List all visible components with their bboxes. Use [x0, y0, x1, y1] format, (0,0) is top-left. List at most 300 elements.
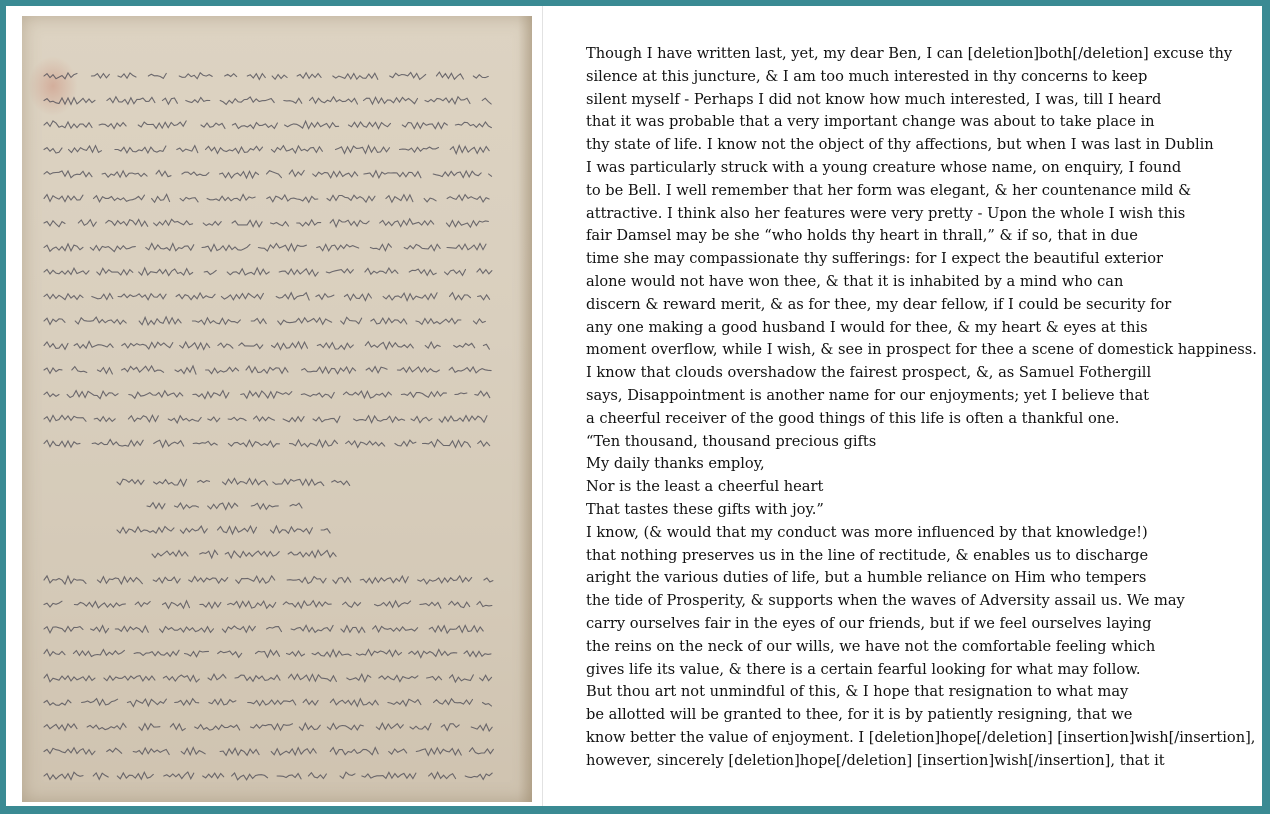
handwriting-word-stroke — [44, 318, 65, 324]
handwriting-word-stroke — [357, 649, 402, 656]
handwriting-word-stroke — [182, 172, 209, 175]
handwriting-word-stroke — [208, 417, 220, 422]
handwriting-word-stroke — [247, 74, 265, 80]
handwriting-word-stroke — [90, 246, 135, 252]
handwriting-word-stroke — [439, 416, 487, 423]
handwriting-word-stroke — [333, 577, 351, 583]
handwriting-word-stroke — [416, 318, 461, 324]
handwriting-word-stroke — [273, 479, 324, 485]
handwriting-word-stroke — [388, 699, 421, 706]
handwriting-word-stroke — [397, 367, 439, 372]
handwriting-word-stroke — [248, 700, 296, 706]
handwriting-word-stroke — [156, 170, 171, 176]
transcription-line: But thou art not unmindful of this, & I hope that resignation to what may — [586, 683, 1129, 701]
handwriting-word-stroke — [44, 98, 95, 105]
handwriting-word-stroke — [450, 293, 471, 300]
handwriting-word-stroke — [128, 415, 158, 422]
transcription-line: fair Damsel may be she “who holds thy heart in thrall,” & if so, that in due — [586, 227, 1138, 245]
transcription-line: discern & reward merit, & as for thee, my dear fellow, if I could be security for — [586, 295, 1172, 313]
handwriting-word-stroke — [299, 723, 320, 730]
handwriting-word-stroke — [200, 550, 218, 558]
handwriting-word-stroke — [82, 699, 118, 706]
handwriting-word-stroke — [147, 503, 165, 509]
handwriting-word-stroke — [420, 602, 441, 608]
handwriting-word-stroke — [235, 675, 280, 681]
handwriting-word-stroke — [469, 748, 493, 754]
transcription-line: any one making a good husband I would for thee, & my heart & eyes at this — [586, 318, 1148, 336]
handwriting-word-stroke — [313, 416, 340, 422]
handwriting-word-stroke — [94, 195, 145, 202]
handwriting-word-stroke — [75, 317, 126, 324]
handwriting-word-stroke — [87, 723, 126, 729]
handwriting-word-stroke — [218, 343, 233, 348]
transcription-line: that nothing preserves us in the line of rectitude, & enables us to discharge — [586, 546, 1149, 564]
handwriting-word-stroke — [162, 98, 177, 104]
handwriting-word-stroke — [380, 219, 434, 227]
handwriting-word-stroke — [343, 391, 391, 398]
handwriting-word-stroke — [429, 772, 456, 778]
handwriting-word-stroke — [44, 195, 83, 202]
handwriting-word-stroke — [192, 318, 240, 325]
handwriting-word-stroke — [152, 194, 170, 202]
handwriting-word-stroke — [416, 748, 461, 755]
handwriting-word-stroke — [170, 724, 185, 731]
handwriting-word-stroke — [97, 268, 133, 275]
handwriting-word-stroke — [134, 650, 179, 656]
handwriting-word-stroke — [185, 651, 209, 657]
handwriting-word-stroke — [180, 526, 207, 533]
handwriting-word-stroke — [446, 221, 488, 228]
handwriting-word-stroke — [418, 576, 472, 584]
handwriting-word-stroke — [297, 220, 321, 226]
handwriting-word-stroke — [180, 197, 198, 202]
handwriting-word-stroke — [93, 773, 108, 779]
handwriting-word-stroke — [44, 674, 95, 681]
handwriting-word-stroke — [336, 146, 390, 154]
handwriting-word-stroke — [445, 270, 466, 276]
transcription-line: to be Bell. I well remember that her form was elegant, & her countenance mild & — [586, 181, 1192, 199]
handwriting-word-stroke — [228, 601, 276, 608]
handwriting-word-stroke — [97, 577, 142, 584]
handwriting-word-stroke — [256, 650, 280, 657]
handwriting-word-stroke — [236, 576, 275, 583]
handwriting-word-stroke — [441, 724, 459, 731]
handwriting-word-stroke — [117, 479, 144, 485]
handwriting-word-stroke — [200, 602, 221, 608]
transcription-line: silence at this juncture, & I am too much interested in thy concerns to keep — [586, 67, 1148, 85]
handwriting-word-stroke — [154, 440, 184, 447]
handwriting-word-stroke — [424, 198, 436, 202]
handwriting-word-stroke — [180, 342, 210, 350]
handwriting-word-stroke — [181, 748, 205, 755]
handwriting-word-stroke — [44, 724, 77, 731]
handwriting-word-stroke — [464, 651, 491, 657]
handwriting-word-stroke — [153, 577, 180, 583]
transcription-line: My daily thanks employ, — [586, 455, 765, 473]
handwriting-word-stroke — [163, 675, 199, 682]
handwriting-word-stroke — [203, 773, 224, 778]
handwriting-word-stroke — [254, 416, 275, 421]
handwriting-word-stroke — [232, 123, 277, 129]
handwriting-word-stroke — [152, 551, 188, 558]
handwriting-word-stroke — [44, 772, 83, 779]
transcription-line: alone would not have won thee, & that it is inhabited by a mind who can — [586, 272, 1124, 290]
handwriting-word-stroke — [258, 244, 306, 252]
handwriting-word-stroke — [288, 674, 336, 681]
handwriting-word-stroke — [44, 268, 89, 274]
transcription-text — [586, 43, 1258, 773]
handwriting-word-stroke — [222, 626, 255, 632]
handwriting-word-stroke — [409, 269, 436, 275]
handwriting-word-stroke — [450, 146, 489, 154]
handwriting-word-stroke — [277, 774, 301, 779]
handwriting-word-stroke — [122, 366, 164, 372]
handwriting-word-stroke — [395, 440, 416, 446]
handwriting-word-stroke — [177, 146, 198, 153]
handwriting-word-stroke — [44, 700, 71, 705]
handwriting-word-stroke — [221, 293, 263, 300]
handwriting-word-stroke — [317, 244, 359, 250]
handwriting-word-stroke — [455, 393, 467, 395]
handwriting-word-stroke — [429, 625, 483, 633]
handwriting-word-stroke — [401, 392, 446, 398]
handwriting-word-stroke — [449, 601, 470, 607]
transcription-line: Though I have written last, yet, my dear Ben, I can [deletion]both[/deletion] excuse thy — [586, 45, 1233, 62]
transcription-line: attractive. I think also her features were very pretty - Upon the whole I wish this — [586, 204, 1186, 222]
handwriting-word-stroke — [139, 268, 193, 276]
handwriting-word-stroke — [365, 268, 398, 274]
handwriting-word-stroke — [278, 318, 332, 325]
handwriting-word-stroke — [482, 98, 491, 104]
handwriting-word-stroke — [203, 222, 221, 226]
transcription-line: the reins on the neck of our wills, we have not the comfortable feeling which — [586, 637, 1156, 655]
handwriting-word-stroke — [327, 195, 375, 202]
handwriting-word-stroke — [449, 367, 491, 373]
handwriting-word-stroke — [115, 146, 166, 153]
handwriting-word-stroke — [251, 503, 278, 509]
handwriting-word-stroke — [104, 676, 155, 681]
handwriting-word-stroke — [478, 295, 490, 300]
handwriting-word-stroke — [471, 724, 492, 731]
handwriting-word-stroke — [449, 675, 473, 682]
handwriting-word-stroke — [207, 195, 255, 201]
handwriting-word-stroke — [287, 651, 305, 656]
handwriting-word-stroke — [411, 417, 432, 423]
handwriting-word-stroke — [376, 723, 403, 729]
handwriting-word-stroke — [168, 416, 201, 423]
handwriting-word-stroke — [316, 294, 334, 300]
transcription-line: silent myself - Perhaps I did not know how much interested, I was, till I heard — [586, 90, 1162, 108]
handwriting-word-stroke — [146, 243, 194, 250]
handwriting-word-stroke — [91, 74, 109, 78]
handwriting-word-stroke — [473, 75, 488, 78]
handwriting-word-stroke — [201, 123, 225, 128]
handwriting-word-stroke — [303, 699, 318, 705]
handwriting-word-stroke — [189, 576, 228, 583]
handwriting-word-stroke — [122, 342, 173, 349]
transcription-line: that it was probable that a very important change was about to take place in — [586, 113, 1155, 131]
handwriting-word-stroke — [349, 122, 391, 129]
handwriting-word-stroke — [447, 244, 486, 250]
handwriting-word-stroke — [154, 479, 187, 486]
handwriting-word-stroke — [362, 772, 416, 778]
handwriting-word-stroke — [434, 699, 473, 705]
handwriting-word-stroke — [276, 293, 309, 300]
handwriting-word-stroke — [284, 98, 302, 103]
handwriting-word-stroke — [44, 576, 86, 584]
transcription-line: “Ten thousand, thousand precious gifts — [586, 432, 877, 450]
handwriting-word-stroke — [340, 772, 355, 778]
handwriting-word-stroke — [267, 627, 282, 632]
handwriting-word-stroke — [73, 650, 124, 657]
handwriting-word-stroke — [176, 293, 215, 300]
handwriting-word-stroke — [404, 244, 440, 250]
handwriting-word-stroke — [313, 171, 358, 177]
handwriting-word-stroke — [347, 674, 371, 681]
handwriting-word-stroke — [246, 366, 288, 373]
handwriting-word-stroke — [290, 503, 302, 508]
handwriting-word-stroke — [271, 222, 289, 226]
handwriting-word-stroke — [44, 73, 77, 79]
handwriting-word-stroke — [297, 73, 321, 79]
handwriting-word-stroke — [228, 440, 279, 447]
transcription-line: I know that clouds overshadow the fairest prospect, &, as Samuel Fothergill — [586, 364, 1152, 382]
handwriting-word-stroke — [360, 576, 408, 583]
transcription-line: I was particularly struck with a young creature whose name, on enquiry, I found — [586, 158, 1182, 176]
handwriting-word-stroke — [302, 367, 356, 374]
handwriting-word-stroke — [232, 773, 268, 780]
handwriting-word-stroke — [383, 293, 437, 301]
handwriting-word-stroke — [251, 319, 266, 324]
handwriting-word-stroke — [232, 220, 262, 227]
handwriting-word-stroke — [117, 772, 153, 779]
handwriting-word-stroke — [389, 749, 407, 754]
handwriting-word-stroke — [454, 343, 475, 348]
handwriting-word-stroke — [317, 343, 353, 350]
handwriting-word-stroke — [227, 268, 269, 275]
handwriting-word-stroke — [225, 551, 279, 558]
transcription-line: however, sincerely [deletion]hope[/deletion] [insertion]wish[/insertion], that it — [586, 751, 1165, 769]
handwriting-word-stroke — [447, 195, 489, 202]
handwriting-word-stroke — [371, 318, 407, 324]
handwriting-word-stroke — [330, 748, 378, 755]
handwriting-word-stroke — [107, 97, 155, 104]
handwriting-word-stroke — [400, 147, 439, 152]
transcription-line: gives life its value, & there is a certain fearful looking for what may follow. — [586, 660, 1141, 678]
handwriting-word-stroke — [220, 171, 259, 178]
handwriting-word-stroke — [67, 391, 118, 399]
handwriting-word-stroke — [133, 748, 169, 755]
handwriting-word-stroke — [198, 480, 210, 482]
handwriting-word-stroke — [346, 441, 385, 448]
handwriting-word-stroke — [267, 195, 318, 202]
handwriting-word-stroke — [370, 244, 391, 251]
handwriting-word-stroke — [92, 440, 143, 447]
handwriting-word-stroke — [341, 626, 365, 633]
handwriting-word-stroke — [102, 171, 147, 177]
handwriting-word-stroke — [208, 674, 226, 680]
handwriting-word-stroke — [373, 626, 418, 632]
document-frame — [6, 6, 1262, 806]
handwriting-word-stroke — [44, 440, 80, 447]
handwriting-word-stroke — [94, 417, 115, 422]
handwriting-word-stroke — [271, 146, 322, 153]
handwriting-word-stroke — [354, 416, 405, 423]
transcription-line: I know, (& would that my conduct was more influenced by that knowledge!) — [586, 523, 1148, 541]
transcription-line: That tastes these gifts with joy.” — [586, 500, 824, 518]
handwriting-word-stroke — [44, 415, 86, 421]
handwriting-word-stroke — [206, 146, 263, 153]
handwriting-word-stroke — [164, 772, 194, 779]
handwriting-word-stroke — [425, 342, 440, 348]
handwriting-word-stroke — [193, 391, 229, 399]
handwriting-word-stroke — [44, 649, 65, 655]
handwriting-word-stroke — [92, 294, 113, 300]
handwriting-word-stroke — [379, 675, 418, 681]
handwriting-word-stroke — [290, 440, 338, 447]
handwriting-word-stroke — [44, 342, 68, 349]
handwriting-word-stroke — [478, 441, 490, 446]
handwriting-word-stroke — [241, 391, 292, 398]
transcription-line: know better the value of enjoyment. I [deletion]hope[/deletion] [insertion]wish[/insertion], — [586, 728, 1256, 746]
handwriting-word-stroke — [163, 601, 190, 609]
handwriting-word-stroke — [44, 148, 62, 153]
transcription-line: thy state of life. I know not the object of thy affections, but when I was last in Dublin — [586, 136, 1214, 154]
transcription-line: Nor is the least a cheerful heart — [586, 478, 824, 496]
handwriting-word-stroke — [44, 748, 95, 755]
handwriting-word-stroke — [91, 626, 109, 633]
handwriting-word-stroke — [44, 171, 92, 178]
handwriting-word-stroke — [455, 122, 491, 128]
transcription-line: a cheerful receiver of the good things of this life is often a thankful one. — [586, 409, 1120, 427]
handwriting-word-stroke — [375, 601, 411, 608]
handwriting-word-stroke — [327, 723, 363, 730]
handwriting-word-stroke — [44, 392, 59, 397]
handwriting-word-stroke — [186, 98, 210, 103]
handwriting-word-stroke — [285, 121, 339, 128]
handwriting-word-stroke — [115, 626, 148, 632]
handwriting-word-stroke — [475, 391, 490, 398]
handwriting-word-stroke — [364, 171, 421, 178]
handwriting-word-stroke — [206, 367, 239, 373]
handwriting-word-stroke — [330, 699, 378, 707]
handwriting-word-stroke — [78, 220, 96, 227]
handwriting-word-stroke — [160, 627, 214, 633]
handwriting-word-stroke — [74, 341, 113, 348]
handwriting-word-stroke — [402, 123, 447, 129]
handwriting-word-stroke — [209, 699, 236, 705]
handwriting-word-stroke — [409, 650, 457, 658]
handwriting-word-stroke — [218, 526, 257, 534]
handwriting-word-stroke — [204, 270, 216, 274]
transcription-line: says, Disappointment is another name for our enjoyments; yet I believe that — [586, 386, 1150, 404]
handwriting-word-stroke — [272, 75, 287, 80]
handwriting-word-stroke — [267, 171, 282, 178]
transcription-line: moment overflow, while I wish, & see in prospect for thee a scene of domestick happiness. — [586, 341, 1257, 359]
handwriting-word-stroke — [301, 392, 334, 398]
handwriting-word-stroke — [465, 773, 492, 779]
handwriting-strokes — [22, 16, 532, 802]
handwriting-word-stroke — [343, 602, 361, 607]
handwriting-word-stroke — [175, 366, 196, 374]
handwriting-word-stroke — [308, 773, 326, 779]
handwriting-word-stroke — [386, 195, 413, 203]
handwriting-word-stroke — [425, 97, 470, 104]
transcription-line: aright the various duties of life, but a humble reliance on Him who tempers — [586, 569, 1147, 587]
handwriting-word-stroke — [44, 626, 83, 632]
handwriting-word-stroke — [138, 121, 186, 128]
handwriting-word-stroke — [366, 367, 387, 373]
handwriting-word-stroke — [44, 244, 83, 251]
handwriting-word-stroke — [106, 220, 148, 227]
handwriting-word-stroke — [364, 97, 418, 104]
handwriting-word-stroke — [288, 550, 336, 557]
handwriting-word-stroke — [484, 578, 493, 582]
handwriting-word-stroke — [239, 343, 263, 349]
handwriting-word-stroke — [489, 174, 492, 176]
handwriting-word-stroke — [99, 123, 126, 129]
handwriting-word-stroke — [220, 748, 259, 755]
handwriting-word-stroke — [483, 344, 489, 349]
handwriting-word-stroke — [480, 675, 492, 680]
handwriting-word-stroke — [225, 74, 237, 77]
handwriting-word-stroke — [410, 723, 431, 730]
transcription-line: time she may compassionate thy sufferings: for I expect the beautiful exterior — [586, 250, 1163, 268]
handwriting-word-stroke — [69, 146, 102, 153]
transcription-line: the tide of Prosperity, & supports when the waves of Adversity assail us. We may — [586, 592, 1185, 610]
handwriting-word-stroke — [44, 601, 62, 607]
handwriting-word-stroke — [427, 676, 442, 680]
handwriting-word-stroke — [423, 440, 471, 448]
handwriting-word-stroke — [139, 317, 181, 325]
handwriting-word-stroke — [74, 602, 125, 608]
handwriting-word-stroke — [202, 244, 250, 251]
handwriting-word-stroke — [135, 602, 150, 607]
handwriting-word-stroke — [321, 529, 330, 533]
handwriting-word-stroke — [117, 527, 174, 534]
handwriting-word-stroke — [433, 171, 481, 178]
handwriting-word-stroke — [312, 650, 351, 657]
manuscript-image — [22, 16, 532, 802]
handwriting-word-stroke — [148, 73, 166, 78]
handwriting-word-stroke — [228, 417, 246, 420]
handwriting-word-stroke — [118, 73, 136, 78]
handwriting-word-stroke — [279, 269, 318, 276]
handwriting-word-stroke — [220, 97, 274, 104]
handwriting-word-stroke — [107, 748, 122, 753]
handwriting-word-stroke — [179, 73, 212, 79]
handwriting-word-stroke — [436, 72, 463, 79]
handwriting-word-stroke — [154, 219, 193, 225]
handwriting-word-stroke — [365, 342, 413, 349]
handwriting-word-stroke — [291, 625, 333, 632]
handwriting-word-stroke — [175, 699, 199, 705]
handwriting-word-stroke — [118, 294, 166, 300]
handwriting-word-stroke — [72, 367, 87, 373]
handwriting-word-stroke — [473, 319, 485, 324]
handwriting-word-stroke — [341, 317, 362, 324]
handwriting-word-stroke — [44, 121, 92, 128]
handwriting-word-stroke — [208, 503, 238, 510]
handwriting-word-stroke — [271, 748, 316, 755]
transcription-line: be allotted will be granted to thee, for it is by patiently resigning, that we — [586, 706, 1133, 724]
handwriting-word-stroke — [44, 368, 62, 373]
handwriting-word-stroke — [483, 703, 492, 707]
handwriting-word-stroke — [272, 342, 308, 350]
handwriting-word-stroke — [129, 391, 183, 399]
handwriting-word-stroke — [326, 269, 353, 273]
handwriting-word-stroke — [344, 294, 371, 301]
